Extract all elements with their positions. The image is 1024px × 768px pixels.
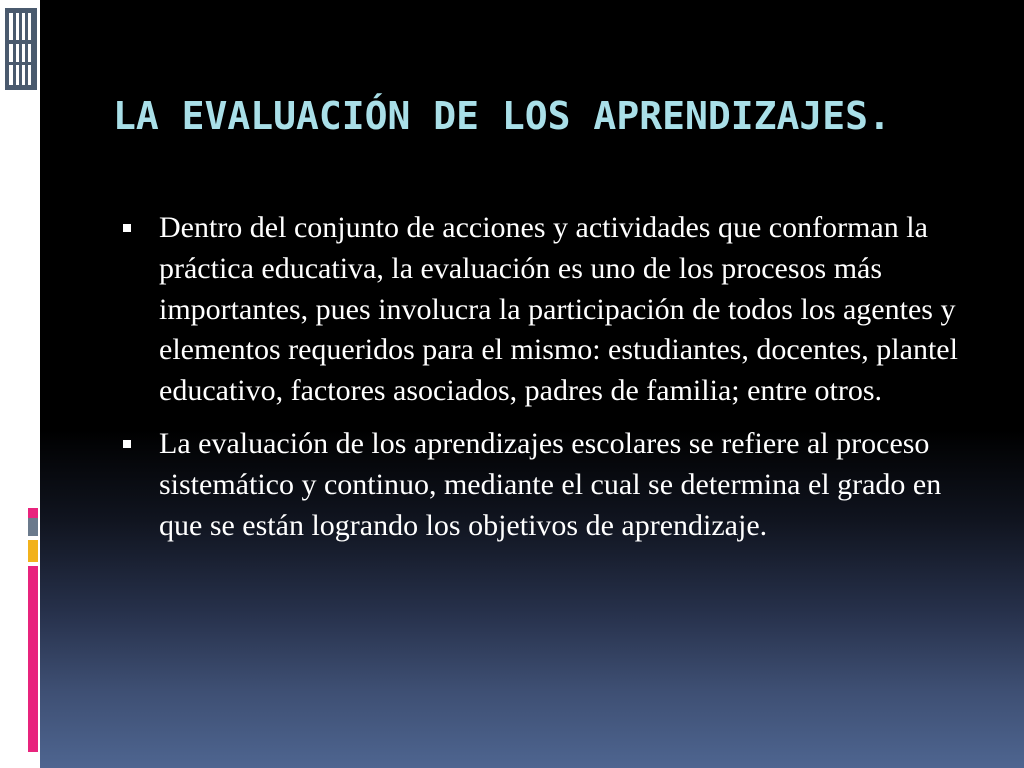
square-bullet-icon: [123, 440, 131, 448]
accent-strip-pink-top: [28, 508, 38, 518]
accent-strip-yellow: [28, 540, 38, 562]
accent-strip-gray: [28, 518, 38, 536]
left-decorative-bar: [0, 0, 40, 768]
square-bullet-icon: [123, 224, 131, 232]
bullet-text: Dentro del conjunto de acciones y actividades que conforman la práctica educativa, la evaluación es uno de los procesos más importantes, pues involucra la participación de todos los agentes y elementos requeridos para el mismo: estudiantes, docentes, plantel educativo, factores asociados, padres de familia; entre otros.: [159, 211, 958, 408]
slide-title: LA EVALUACIÓN DE LOS APRENDIZAJES.: [113, 94, 891, 138]
bullet-text: La evaluación de los aprendizajes escolares se refiere al proceso sistemático y continuo, mediante el cual se determina el grado en que se están logrando los objetivos de aprendizaje.: [159, 426, 942, 542]
bullet-list: [120, 208, 980, 558]
bullet-item: [120, 208, 980, 412]
window-grid-icon: [4, 6, 38, 92]
bullet-item: [120, 424, 980, 546]
accent-strip-pink-long: [28, 566, 38, 752]
